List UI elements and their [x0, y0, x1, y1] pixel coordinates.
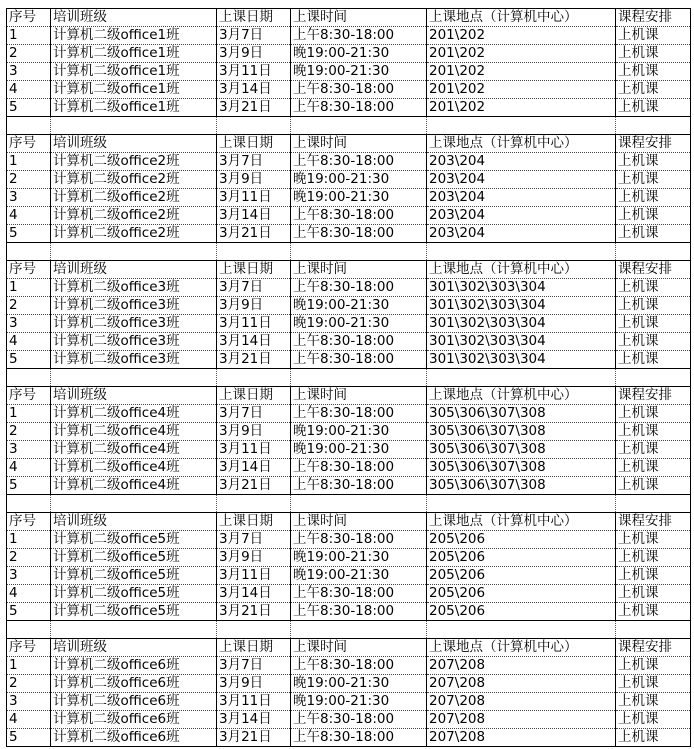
seq-cell: 2: [7, 297, 51, 315]
course-cell: 上机课: [616, 297, 691, 315]
table-row: [7, 207, 691, 225]
seq-cell: 4: [7, 711, 51, 729]
class-name-cell: 计算机二级office3班: [51, 315, 217, 333]
table-row: [7, 405, 691, 423]
empty-cell: [291, 117, 427, 135]
header-course: 课程安排: [616, 513, 691, 531]
table-row: [7, 315, 691, 333]
header-class: 培训班级: [51, 639, 217, 657]
header-time: 上课时间: [291, 9, 427, 27]
location-cell: 201\202: [427, 81, 616, 99]
spacer-row: [7, 621, 691, 639]
course-cell: 上机课: [616, 99, 691, 117]
empty-cell: [217, 495, 291, 513]
spacer-row: [7, 495, 691, 513]
empty-cell: [616, 117, 691, 135]
class-schedule-table: [6, 8, 691, 747]
header-class: 培训班级: [51, 135, 217, 153]
empty-cell: [7, 369, 51, 387]
group-header-row: [7, 135, 691, 153]
seq-cell: 2: [7, 675, 51, 693]
date-cell: 3月7日: [217, 531, 291, 549]
date-cell: 3月21日: [217, 729, 291, 747]
class-name-cell: 计算机二级office6班: [51, 711, 217, 729]
seq-cell: 3: [7, 441, 51, 459]
header-course: 课程安排: [616, 9, 691, 27]
header-class: 培训班级: [51, 513, 217, 531]
header-course: 课程安排: [616, 261, 691, 279]
header-location: 上课地点（计算机中心）: [427, 387, 616, 405]
empty-cell: [291, 621, 427, 639]
date-cell: 3月9日: [217, 171, 291, 189]
course-cell: 上机课: [616, 549, 691, 567]
seq-cell: 1: [7, 531, 51, 549]
class-name-cell: 计算机二级office2班: [51, 189, 217, 207]
time-cell: 上午8:30-18:00: [291, 459, 427, 477]
seq-cell: 5: [7, 99, 51, 117]
date-cell: 3月9日: [217, 297, 291, 315]
location-cell: 201\202: [427, 45, 616, 63]
course-cell: 上机课: [616, 441, 691, 459]
location-cell: 305\306\307\308: [427, 441, 616, 459]
seq-cell: 1: [7, 405, 51, 423]
class-name-cell: 计算机二级office5班: [51, 549, 217, 567]
table-row: [7, 549, 691, 567]
table-row: [7, 171, 691, 189]
time-cell: 晚19:00-21:30: [291, 297, 427, 315]
time-cell: 上午8:30-18:00: [291, 405, 427, 423]
header-course: 课程安排: [616, 387, 691, 405]
seq-cell: 4: [7, 585, 51, 603]
seq-cell: 5: [7, 477, 51, 495]
date-cell: 3月21日: [217, 99, 291, 117]
class-name-cell: 计算机二级office6班: [51, 693, 217, 711]
table-row: [7, 729, 691, 747]
location-cell: 207\208: [427, 657, 616, 675]
header-location: 上课地点（计算机中心）: [427, 9, 616, 27]
seq-cell: 1: [7, 153, 51, 171]
header-class: 培训班级: [51, 261, 217, 279]
header-time: 上课时间: [291, 135, 427, 153]
seq-cell: 3: [7, 63, 51, 81]
header-location: 上课地点（计算机中心）: [427, 261, 616, 279]
location-cell: 305\306\307\308: [427, 459, 616, 477]
header-location: 上课地点（计算机中心）: [427, 135, 616, 153]
empty-cell: [217, 369, 291, 387]
time-cell: 上午8:30-18:00: [291, 333, 427, 351]
time-cell: 上午8:30-18:00: [291, 477, 427, 495]
time-cell: 晚19:00-21:30: [291, 315, 427, 333]
class-name-cell: 计算机二级office3班: [51, 351, 217, 369]
time-cell: 晚19:00-21:30: [291, 423, 427, 441]
table-row: [7, 63, 691, 81]
location-cell: 203\204: [427, 207, 616, 225]
spacer-row: [7, 243, 691, 261]
location-cell: 207\208: [427, 729, 616, 747]
date-cell: 3月14日: [217, 81, 291, 99]
seq-cell: 2: [7, 45, 51, 63]
course-cell: 上机课: [616, 207, 691, 225]
seq-cell: 2: [7, 549, 51, 567]
time-cell: 晚19:00-21:30: [291, 567, 427, 585]
header-seq: 序号: [7, 9, 51, 27]
empty-cell: [7, 117, 51, 135]
table-row: [7, 675, 691, 693]
empty-cell: [427, 243, 616, 261]
group-header-row: [7, 261, 691, 279]
date-cell: 3月7日: [217, 279, 291, 297]
seq-cell: 4: [7, 333, 51, 351]
time-cell: 上午8:30-18:00: [291, 657, 427, 675]
table-row: [7, 441, 691, 459]
class-name-cell: 计算机二级office3班: [51, 297, 217, 315]
time-cell: 上午8:30-18:00: [291, 27, 427, 45]
location-cell: 205\206: [427, 585, 616, 603]
course-cell: 上机课: [616, 693, 691, 711]
date-cell: 3月9日: [217, 549, 291, 567]
date-cell: 3月7日: [217, 27, 291, 45]
empty-cell: [616, 243, 691, 261]
seq-cell: 3: [7, 567, 51, 585]
class-name-cell: 计算机二级office2班: [51, 225, 217, 243]
empty-cell: [217, 243, 291, 261]
date-cell: 3月11日: [217, 189, 291, 207]
time-cell: 上午8:30-18:00: [291, 729, 427, 747]
class-name-cell: 计算机二级office6班: [51, 657, 217, 675]
empty-cell: [217, 117, 291, 135]
location-cell: 207\208: [427, 693, 616, 711]
location-cell: 205\206: [427, 603, 616, 621]
seq-cell: 4: [7, 459, 51, 477]
date-cell: 3月9日: [217, 423, 291, 441]
course-cell: 上机课: [616, 603, 691, 621]
header-class: 培训班级: [51, 387, 217, 405]
header-date: 上课日期: [217, 261, 291, 279]
empty-cell: [427, 621, 616, 639]
class-name-cell: 计算机二级office4班: [51, 405, 217, 423]
course-cell: 上机课: [616, 315, 691, 333]
course-cell: 上机课: [616, 279, 691, 297]
table-row: [7, 297, 691, 315]
class-name-cell: 计算机二级office1班: [51, 45, 217, 63]
course-cell: 上机课: [616, 27, 691, 45]
location-cell: 305\306\307\308: [427, 477, 616, 495]
date-cell: 3月14日: [217, 459, 291, 477]
time-cell: 晚19:00-21:30: [291, 171, 427, 189]
course-cell: 上机课: [616, 189, 691, 207]
date-cell: 3月7日: [217, 657, 291, 675]
header-course: 课程安排: [616, 135, 691, 153]
location-cell: 203\204: [427, 153, 616, 171]
course-cell: 上机课: [616, 81, 691, 99]
empty-cell: [291, 243, 427, 261]
table-row: [7, 225, 691, 243]
class-name-cell: 计算机二级office5班: [51, 603, 217, 621]
header-course: 课程安排: [616, 639, 691, 657]
seq-cell: 3: [7, 189, 51, 207]
empty-cell: [427, 495, 616, 513]
class-name-cell: 计算机二级office5班: [51, 531, 217, 549]
table-row: [7, 531, 691, 549]
table-row: [7, 567, 691, 585]
table-row: [7, 189, 691, 207]
class-name-cell: 计算机二级office1班: [51, 63, 217, 81]
empty-cell: [616, 621, 691, 639]
time-cell: 上午8:30-18:00: [291, 279, 427, 297]
empty-cell: [427, 117, 616, 135]
location-cell: 201\202: [427, 63, 616, 81]
date-cell: 3月11日: [217, 315, 291, 333]
table-row: [7, 711, 691, 729]
table-row: [7, 585, 691, 603]
table-row: [7, 27, 691, 45]
date-cell: 3月11日: [217, 693, 291, 711]
seq-cell: 5: [7, 729, 51, 747]
empty-cell: [51, 243, 217, 261]
schedule-table-body: [7, 9, 691, 747]
table-row: [7, 603, 691, 621]
location-cell: 301\302\303\304: [427, 315, 616, 333]
header-location: 上课地点（计算机中心）: [427, 639, 616, 657]
header-date: 上课日期: [217, 9, 291, 27]
course-cell: 上机课: [616, 405, 691, 423]
time-cell: 上午8:30-18:00: [291, 153, 427, 171]
time-cell: 上午8:30-18:00: [291, 225, 427, 243]
course-cell: 上机课: [616, 351, 691, 369]
spacer-row: [7, 117, 691, 135]
class-name-cell: 计算机二级office4班: [51, 459, 217, 477]
location-cell: 207\208: [427, 675, 616, 693]
header-date: 上课日期: [217, 387, 291, 405]
time-cell: 上午8:30-18:00: [291, 81, 427, 99]
seq-cell: 4: [7, 207, 51, 225]
seq-cell: 5: [7, 351, 51, 369]
empty-cell: [51, 621, 217, 639]
course-cell: 上机课: [616, 459, 691, 477]
course-cell: 上机课: [616, 333, 691, 351]
group-header-row: [7, 639, 691, 657]
location-cell: 305\306\307\308: [427, 423, 616, 441]
course-cell: 上机课: [616, 729, 691, 747]
table-row: [7, 333, 691, 351]
header-time: 上课时间: [291, 261, 427, 279]
course-cell: 上机课: [616, 567, 691, 585]
time-cell: 上午8:30-18:00: [291, 351, 427, 369]
location-cell: 305\306\307\308: [427, 405, 616, 423]
time-cell: 上午8:30-18:00: [291, 711, 427, 729]
date-cell: 3月9日: [217, 45, 291, 63]
course-cell: 上机课: [616, 63, 691, 81]
class-name-cell: 计算机二级office1班: [51, 27, 217, 45]
time-cell: 上午8:30-18:00: [291, 585, 427, 603]
course-cell: 上机课: [616, 225, 691, 243]
time-cell: 晚19:00-21:30: [291, 693, 427, 711]
seq-cell: 2: [7, 171, 51, 189]
empty-cell: [51, 369, 217, 387]
location-cell: 205\206: [427, 549, 616, 567]
date-cell: 3月21日: [217, 477, 291, 495]
group-header-row: [7, 387, 691, 405]
time-cell: 上午8:30-18:00: [291, 207, 427, 225]
course-cell: 上机课: [616, 45, 691, 63]
location-cell: 203\204: [427, 189, 616, 207]
class-name-cell: 计算机二级office4班: [51, 441, 217, 459]
header-class: 培训班级: [51, 9, 217, 27]
empty-cell: [7, 495, 51, 513]
class-name-cell: 计算机二级office2班: [51, 207, 217, 225]
header-seq: 序号: [7, 639, 51, 657]
class-name-cell: 计算机二级office3班: [51, 333, 217, 351]
date-cell: 3月7日: [217, 153, 291, 171]
table-row: [7, 351, 691, 369]
date-cell: 3月21日: [217, 351, 291, 369]
date-cell: 3月14日: [217, 333, 291, 351]
class-name-cell: 计算机二级office2班: [51, 171, 217, 189]
time-cell: 晚19:00-21:30: [291, 549, 427, 567]
course-cell: 上机课: [616, 531, 691, 549]
class-name-cell: 计算机二级office1班: [51, 99, 217, 117]
date-cell: 3月14日: [217, 207, 291, 225]
seq-cell: 2: [7, 423, 51, 441]
table-row: [7, 279, 691, 297]
table-row: [7, 45, 691, 63]
table-row: [7, 81, 691, 99]
header-date: 上课日期: [217, 135, 291, 153]
time-cell: 晚19:00-21:30: [291, 441, 427, 459]
empty-cell: [7, 243, 51, 261]
empty-cell: [291, 369, 427, 387]
location-cell: 301\302\303\304: [427, 351, 616, 369]
empty-cell: [51, 495, 217, 513]
location-cell: 205\206: [427, 531, 616, 549]
seq-cell: 1: [7, 279, 51, 297]
class-name-cell: 计算机二级office4班: [51, 423, 217, 441]
class-name-cell: 计算机二级office4班: [51, 477, 217, 495]
date-cell: 3月14日: [217, 585, 291, 603]
seq-cell: 3: [7, 315, 51, 333]
header-date: 上课日期: [217, 513, 291, 531]
location-cell: 207\208: [427, 711, 616, 729]
class-name-cell: 计算机二级office1班: [51, 81, 217, 99]
location-cell: 301\302\303\304: [427, 333, 616, 351]
seq-cell: 3: [7, 693, 51, 711]
table-row: [7, 423, 691, 441]
date-cell: 3月14日: [217, 711, 291, 729]
spacer-row: [7, 369, 691, 387]
empty-cell: [616, 495, 691, 513]
table-row: [7, 153, 691, 171]
header-time: 上课时间: [291, 639, 427, 657]
header-time: 上课时间: [291, 513, 427, 531]
empty-cell: [427, 369, 616, 387]
group-header-row: [7, 9, 691, 27]
seq-cell: 5: [7, 225, 51, 243]
date-cell: 3月21日: [217, 225, 291, 243]
course-cell: 上机课: [616, 423, 691, 441]
header-time: 上课时间: [291, 387, 427, 405]
date-cell: 3月9日: [217, 675, 291, 693]
empty-cell: [217, 621, 291, 639]
table-row: [7, 459, 691, 477]
time-cell: 晚19:00-21:30: [291, 675, 427, 693]
date-cell: 3月11日: [217, 567, 291, 585]
class-name-cell: 计算机二级office6班: [51, 729, 217, 747]
class-name-cell: 计算机二级office5班: [51, 585, 217, 603]
time-cell: 晚19:00-21:30: [291, 45, 427, 63]
date-cell: 3月7日: [217, 405, 291, 423]
table-row: [7, 693, 691, 711]
table-row: [7, 657, 691, 675]
course-cell: 上机课: [616, 657, 691, 675]
date-cell: 3月21日: [217, 603, 291, 621]
course-cell: 上机课: [616, 171, 691, 189]
location-cell: 205\206: [427, 567, 616, 585]
course-cell: 上机课: [616, 675, 691, 693]
location-cell: 301\302\303\304: [427, 279, 616, 297]
class-name-cell: 计算机二级office2班: [51, 153, 217, 171]
seq-cell: 4: [7, 81, 51, 99]
time-cell: 上午8:30-18:00: [291, 603, 427, 621]
time-cell: 上午8:30-18:00: [291, 531, 427, 549]
header-location: 上课地点（计算机中心）: [427, 513, 616, 531]
table-row: [7, 477, 691, 495]
time-cell: 晚19:00-21:30: [291, 189, 427, 207]
header-date: 上课日期: [217, 639, 291, 657]
course-cell: 上机课: [616, 711, 691, 729]
seq-cell: 1: [7, 27, 51, 45]
course-cell: 上机课: [616, 477, 691, 495]
header-seq: 序号: [7, 387, 51, 405]
time-cell: 上午8:30-18:00: [291, 99, 427, 117]
location-cell: 301\302\303\304: [427, 297, 616, 315]
table-row: [7, 99, 691, 117]
empty-cell: [616, 369, 691, 387]
header-seq: 序号: [7, 513, 51, 531]
seq-cell: 5: [7, 603, 51, 621]
class-name-cell: 计算机二级office6班: [51, 675, 217, 693]
location-cell: 201\202: [427, 99, 616, 117]
class-name-cell: 计算机二级office5班: [51, 567, 217, 585]
empty-cell: [7, 621, 51, 639]
location-cell: 201\202: [427, 27, 616, 45]
header-seq: 序号: [7, 261, 51, 279]
location-cell: 203\204: [427, 171, 616, 189]
header-seq: 序号: [7, 135, 51, 153]
seq-cell: 1: [7, 657, 51, 675]
group-header-row: [7, 513, 691, 531]
date-cell: 3月11日: [217, 441, 291, 459]
date-cell: 3月11日: [217, 63, 291, 81]
empty-cell: [51, 117, 217, 135]
course-cell: 上机课: [616, 153, 691, 171]
class-name-cell: 计算机二级office3班: [51, 279, 217, 297]
location-cell: 203\204: [427, 225, 616, 243]
time-cell: 晚19:00-21:30: [291, 63, 427, 81]
course-cell: 上机课: [616, 585, 691, 603]
empty-cell: [291, 495, 427, 513]
